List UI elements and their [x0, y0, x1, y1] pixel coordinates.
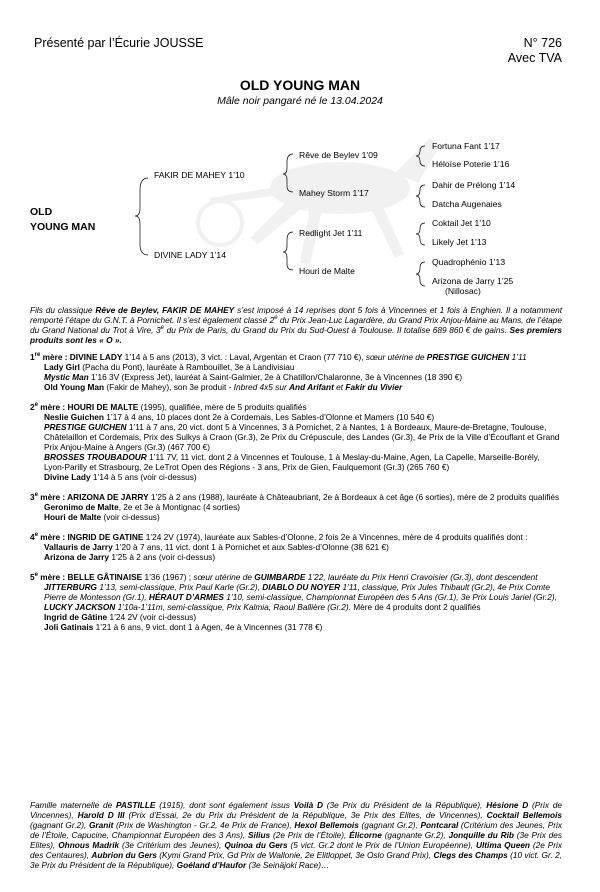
mere2-text: (1995), qualifiée, mère de 5 produits qualifiés [138, 402, 307, 412]
mere1-text-b: PRESTIGE GUICHEN [426, 352, 510, 362]
mere5-prod2-name: Joli Gatinais [44, 622, 94, 632]
footer-t8: (gagnant Gr.2), [358, 820, 421, 830]
footer-t15: (2e Prix des Centaures), [30, 840, 563, 860]
sire-description [30, 305, 562, 345]
mere4-title: mère : INGRID DE GATINE [37, 532, 144, 542]
mere3-text: 1’25 à 2 ans (1988), lauréate à Châteaubriant, 2e à Bordeaux à cet âge (6 sorties), mère de 2 produits qualifiés [148, 492, 560, 502]
footer-t16: (Kymi Grand Prix, Gd Prix de Wallonie, 2e Elitloppet, 3e Oslo Grand Prix), [156, 850, 434, 860]
mere1-inbred-sur: sur [272, 382, 290, 392]
footer-b1: PASTILLE [115, 800, 156, 810]
footer-b13: Quinoa du Gers [224, 840, 288, 850]
mere5-prod1-name: Ingrid de Gâtine [44, 612, 108, 622]
desc-products: Ses premiers produits sont les « O ». [30, 325, 562, 345]
footer-b8: Pontcaral [420, 820, 459, 830]
mere1-prod2-name: Mystic Man [44, 372, 89, 382]
mere4-prod2-name: Arizona de Jarry [44, 552, 110, 562]
footer-t18: (3e Seinäjoki Race)… [246, 860, 330, 870]
mere1-text-i: sœur utérine de [365, 352, 427, 362]
mere2-title: mère : HOURI DE MALTE [37, 402, 139, 412]
footer-t11: (gagnante Gr.2), [381, 830, 449, 840]
pedigree-ssd: Héloïse Poterie 1’16 [432, 159, 510, 169]
mere5-text-i2: 1’22, lauréate du Prix Henri Cravoisier (Gr.3), dont descendent [305, 572, 538, 582]
mere4-sup: e [34, 532, 38, 539]
mere4-text: 1’24 2V (1974), lauréate aux Sables-d’Olonne, 2 fois 2e à Vincennes, mère de 4 produits qualifiés dont : [143, 532, 528, 542]
mere2-prod1: 1’17 à 4 ans, 10 places dont 2e à Cordemais, Les Sables-d’Olonne et Mamers (10 540 €) [103, 412, 435, 422]
mere4-label: 4 [30, 532, 35, 542]
pedigree-dsd: Likely Jet 1’13 [432, 237, 487, 247]
mere2-prod4: 1’14 à 5 ans (voir ci-dessus) [90, 472, 197, 482]
tax-status: Avec TVA [507, 51, 562, 65]
mere2-prod2-name: PRESTIGE GUICHEN [44, 422, 127, 432]
maternal-family-footer [30, 800, 562, 870]
desc-sup-1: e [274, 315, 278, 322]
mere5-text-i3: 1’13, semi-classique, Prix Paul Karle (Gr.2), [97, 582, 263, 592]
mere1-prod1-name: Lady Girl [44, 362, 80, 372]
pedigree-subject-line2: YOUNG MAN [30, 221, 96, 233]
presenter-line: Présenté par l’Écurie JOUSSE [34, 36, 204, 50]
mere3-prod1: , 2e et 3e à Montignac (4 sorties) [118, 502, 240, 512]
footer-t5: (Prix d’Essai, 2e du Prix du Président de la République, 3e Prix des Elites, de Vincennes), [124, 810, 487, 820]
footer-t17: (10 vict. Gr. 2, 3e Prix du Président de la République), [30, 850, 562, 870]
mere4-prod2: 1’25 à 2 ans (voir ci-dessus) [109, 552, 216, 562]
footer-b11: Jonquille du Rib [448, 830, 514, 840]
desc-text-4: du Prix de Paris, du Grand du Prix du Sud-Ouest à Toulouse. Il totalise 689 860 € de gains. [163, 325, 510, 335]
mere5-text-b: GUIMBARDE [254, 572, 306, 582]
mere5-text-b3: DIABLO DU NOYER [262, 582, 341, 592]
pedigree-sdd: Datcha Augenaies [432, 199, 502, 209]
pedigree-dam-sire: Redlight Jet 1’11 [299, 228, 363, 238]
footer-t3: (3e Prix du Président de la République), [322, 800, 487, 810]
pedigree-sss: Fortuna Fant 1’17 [432, 141, 500, 151]
maternal-line [30, 352, 562, 642]
footer-b12: Ohnous Madrik [58, 840, 120, 850]
footer-t13: (3e Critérium des Jeunes), [119, 840, 225, 850]
mere1-prod1: (Pacha du Pont), lauréate à Rambouillet, 3e à Landivisiau [79, 362, 295, 372]
pedigree-dds: Quadrophénio 1’13 [432, 257, 506, 267]
mere5-text-b4: HÉRAUT D’ARMES [148, 592, 224, 602]
desc-text-2: s’est imposé à 14 reprises dont 5 fois à Vincennes et 1 fois à Enghien. Il a notamment remporté l’étape du G.N.T. à Pornichet. Il s’est également classé 2 [30, 305, 562, 325]
footer-b17: Goéland d’Haufor [176, 860, 247, 870]
footer-b4: Harold D III [77, 810, 125, 820]
mere2-prod4-name: Divine Lady [44, 472, 91, 482]
pedigree-ddd-origin: (Nillosac) [445, 286, 481, 296]
mere2-prod1-name: Neslie Guichen [44, 412, 104, 422]
mere1-sup: re [34, 352, 41, 359]
pedigree-sire: FAKIR DE MAHEY 1’10 [154, 170, 245, 180]
mere5-prod2: 1’21 à 6 ans, 9 vict. dont 1 à Agen, 4e à Vincennes (31 778 €) [93, 622, 323, 632]
footer-t9: (Critérium des Jeunes, Prix de l’Étoile, Capucine, Championnat Européen des 3 Ans), [30, 820, 562, 840]
footer-t4: (Prix de Vincennes), [30, 800, 563, 820]
mere2-label: 2 [30, 402, 35, 412]
mere-4 [30, 532, 562, 562]
footer-b10: Élicorne [349, 830, 382, 840]
mere3-label: 3 [30, 492, 35, 502]
mere1-inbred-et: et [333, 382, 346, 392]
footer-b14: Ultima Queen [475, 840, 531, 850]
mere5-text-i: sœur utérine de [193, 572, 255, 582]
mere1-inbred: Inbred 4x5 [233, 382, 273, 392]
footer-t14: (5 vict. Gr.2 dont le Prix de l’Union Européenne), [287, 840, 476, 850]
mere2-prod2: 1’11 à 7 ans, 20 vict. dont 5 à Vincennes, 3 à Pornichet, 2 à Nantes, 1 à Bordeaux, Maure-de-Bretagne, Toulouse, Châtelaillon et Cordemais, Prix des Sulkys à Craon (Gr.3), 2e Prix du Crépuscule, des Landes (Gr.3), 4e Prix de la Ville d’Écouflant et Grand Prix Anjou-Maine à Angers (Gr.3) (467 700 €) [44, 422, 560, 452]
pedigree-dam: DIVINE LADY 1’14 [154, 250, 226, 260]
mere3-prod2: (voir ci-dessus) [101, 512, 160, 522]
mere4-prod1-name: Vallauris de Jarry [44, 542, 113, 552]
footer-b3: Hésione D [486, 800, 529, 810]
mere5-text-b2: JITTERBURG [44, 582, 98, 592]
mere1-prod2: 1’16 3V (Express Jet), lauréat à Saint-Galmier, 2e à Chatillon/Chalaronne, 3e à Vincennes (18 390 €) [88, 372, 463, 382]
mere5-prod1: 1’24 2V (voir ci-dessus) [107, 612, 197, 622]
footer-b16: Clegs des Champs [433, 850, 508, 860]
footer-b9: Silius [248, 830, 271, 840]
footer-t7: (Prix de Washington - Gr.2, 4e Prix de France), [113, 820, 295, 830]
footer-b5: Cocktail Bellemois [486, 810, 562, 820]
footer-t6: (gagnant Gr.2), [30, 820, 89, 830]
pedigree-sire-dam: Mahey Storm 1’17 [299, 188, 369, 198]
mere1-text: 1’14 à 5 ans (2013), 3 vict. : Laval, Argentan et Craon (77 710 €), [122, 352, 366, 362]
mere5-title: mère : BELLE GÂTINAISE [37, 572, 143, 582]
mere1-prod3: (Fakir de Mahey), son 3e produit - [104, 382, 234, 392]
pedigree-sds: Dahir de Prélong 1’14 [432, 180, 516, 190]
footer-b7: Hexol Bellemois [294, 820, 359, 830]
mere-1 [30, 352, 562, 392]
pedigree-dss: Coktail Jet 1’10 [432, 218, 491, 228]
mere5-text-i6: 1’10a-1’11m, semi-classique, Prix Kalmia, Raoul Ballière (Gr.2). [115, 602, 354, 612]
mere1-text-t: 1’11 [509, 352, 527, 362]
footer-t1: Famille maternelle de [30, 800, 116, 810]
mere5-label: 5 [30, 572, 35, 582]
desc-sire-names: Rêve de Beylev, FAKIR DE MAHEY [95, 305, 235, 315]
pedigree-ddd: Arizona de Jarry 1’25 [432, 276, 514, 286]
footer-b2: Voilà D [293, 800, 323, 810]
horse-title: OLD YOUNG MAN [239, 77, 361, 93]
mere3-title: mère : ARIZONA DE JARRY [37, 492, 149, 502]
mere-3 [30, 492, 562, 522]
desc-text-3: du Prix Jean-Luc Lagardère, du Grand Prix Anjou-Maine au Mans, de l’étape du Grand National du Trot à Vire, 3 [30, 315, 562, 335]
mere-5 [30, 572, 562, 632]
mere2-sup: e [34, 402, 38, 409]
mere3-sup: e [34, 492, 38, 499]
mere5-text-i4: 1’11, classique, Prix Jules Thibault (Gr.2), 4e Prix Comte Pierre de Montesson (Gr.1), [44, 582, 550, 602]
footer-t2: (1915), dont sont également issus [155, 800, 294, 810]
mere5-text: 1’36 (1967) ; [142, 572, 194, 582]
pedigree-subject-line1: OLD [30, 206, 53, 218]
pedigree-sire-sire: Rêve de Beylev 1’09 [299, 150, 378, 160]
lot-number: N° 726 [523, 36, 562, 50]
mere5-text-i5: 1’10, semi-classique, Championnat Européen des 5 Ans (Gr.1), 3e Prix Louis Jariel (Gr.2), [223, 592, 557, 602]
mere4-prod1: 1’20 à 7 ans, 11 vict. dont 1 à Pornichet et aux Sables-d’Olonne (38 621 €) [112, 542, 389, 552]
mere3-prod2-name: Houri de Malte [44, 512, 102, 522]
mere1-inbred-1: And Arifant [289, 382, 334, 392]
footer-t10: (2e Prix de l’Étoile), [270, 830, 350, 840]
mere-2 [30, 402, 562, 482]
footer-b6: Granit [88, 820, 114, 830]
mere2-prod3: 1’11 7V, 11 vict. dont 2 à Vincennes et Toulouse, 1 à Meslay-du-Maine, Agen, La Capelle, Marseille-Borély, Lyon-Parilly et Strasbourg, 2e LeTrot Open des Régions - 3 ans, Prix de Gien, Faulquemont (Gr.3) (265 760 €) [44, 452, 540, 472]
pedigree-dam-dam: Houri de Malte [299, 266, 355, 276]
mere3-prod1-name: Geronimo de Malte [44, 502, 119, 512]
desc-text-1: Fils du classique [30, 305, 96, 315]
footer-b15: Aubrion du Gers [91, 850, 157, 860]
mere1-inbred-2: Fakir du Vivier [345, 382, 403, 392]
mere5-text-b5: LUCKY JACKSON [44, 602, 116, 612]
mere1-prod3-name: Old Young Man [44, 382, 105, 392]
mere5-text-t: Mère de 4 produits dont 2 qualifiés [353, 602, 481, 612]
mere1-title: mère : DIVINE LADY [40, 352, 123, 362]
horse-subtitle: Mâle noir pangaré né le 13.04.2024 [217, 95, 383, 107]
mere5-sup: e [34, 572, 38, 579]
mere1-label: 1 [30, 352, 35, 362]
desc-sup-2: e [160, 325, 164, 332]
footer-t12: (3e Prix des Elites), [30, 830, 562, 850]
mere2-prod3-name: BROSSES TROUBADOUR [44, 452, 147, 462]
